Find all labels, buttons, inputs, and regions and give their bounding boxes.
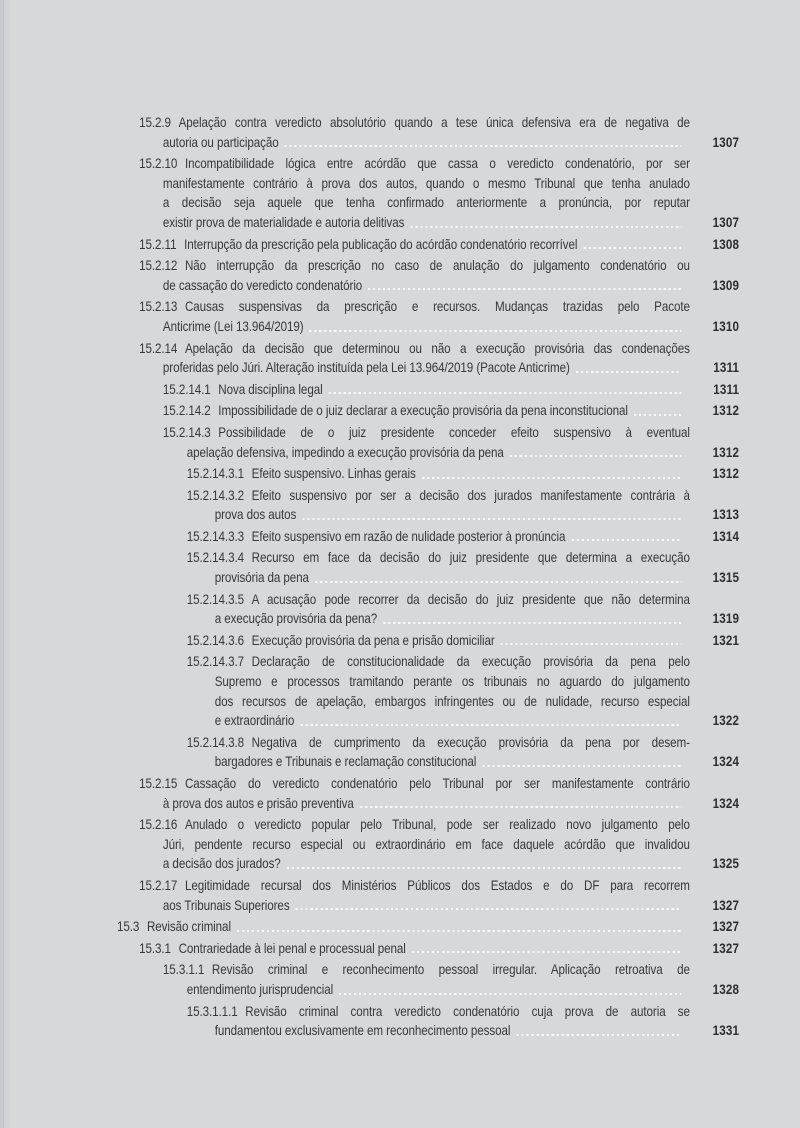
- toc-entry-number: 15.2.14.3.8: [186, 734, 244, 750]
- toc-entry-text: Execução provisória da pena e prisão domiciliar: [251, 632, 495, 648]
- toc-entry-page-number: 1308: [712, 236, 740, 252]
- toc-entry-line: [139, 339, 739, 359]
- toc-entry-page-number: 1331: [712, 1023, 740, 1039]
- toc-entry-text: de cassação do veredicto condenatório: [162, 277, 363, 293]
- toc-entry-line: [187, 527, 740, 547]
- toc-entry-15.2.14.2: [117, 401, 739, 421]
- toc-entry-text: bargadores e Tribunais e reclamação constitucional: [214, 754, 477, 770]
- toc-entry-number: 15.2.14.2: [162, 403, 211, 419]
- toc-entry-line: [139, 876, 739, 896]
- dot-leader: [285, 145, 682, 147]
- toc-entry-15.2.11: [117, 235, 739, 255]
- toc-entry-page-number: 1311: [713, 381, 740, 397]
- toc-entry-number: 15.3.1.1: [162, 962, 205, 978]
- toc-entry-number: 15.2.14.3.4: [186, 550, 244, 566]
- toc-list: [117, 113, 739, 1041]
- dot-leader: [360, 806, 682, 808]
- toc-entry-number: 15.2.12: [139, 258, 178, 274]
- toc-entry-text: Supremo e processos tramitando perante os tribunais no aguardo do julgamento: [214, 674, 690, 690]
- dot-leader: [315, 581, 681, 583]
- toc-entry-text: Nova disciplina legal: [218, 381, 323, 397]
- toc-entry-number: 15.2.14.3.1: [186, 466, 244, 482]
- toc-entry-15.2.9: [117, 113, 739, 152]
- toc-entry-text: Anulado o veredicto popular pelo Tribunal, pode ser realizado novo julgamento pelo: [184, 817, 690, 833]
- toc-entry-text: apelação defensiva, impedindo a execução provisória da pena: [186, 444, 504, 460]
- toc-entry-page-number: 1327: [712, 897, 740, 913]
- toc-entry-15.3.1.1.1: [117, 1002, 739, 1041]
- toc-entry-number: 15.3: [117, 919, 140, 935]
- toc-entry-15.2.17: [117, 876, 739, 915]
- toc-entry-15.2.14.3.1: [117, 464, 739, 484]
- toc-entry-page-number: 1327: [712, 919, 740, 935]
- toc-entry-15.2.16: [117, 815, 739, 874]
- toc-entry-line: [187, 486, 740, 506]
- toc-entry-number: 15.2.10: [139, 156, 178, 172]
- toc-entry-line: [187, 1021, 740, 1041]
- toc-entry-line: [187, 631, 740, 651]
- toc-entry-number: 15.2.14.3.5: [186, 591, 244, 607]
- toc-entry-page-number: 1324: [712, 754, 740, 770]
- toc-entry-text: a execução provisória da pena?: [214, 611, 378, 627]
- toc-entry-line: [187, 505, 740, 525]
- toc-entry-page-number: 1307: [712, 134, 740, 150]
- toc-entry-line: [187, 692, 740, 712]
- toc-entry-line: [187, 609, 740, 629]
- toc-entry-line: [187, 652, 740, 672]
- toc-entry-page-number: 1307: [712, 214, 740, 230]
- toc-entry-15.2.12: [117, 256, 739, 295]
- toc-entry-number: 15.3.1.1.1: [186, 1003, 238, 1019]
- toc-entry-text: Efeito suspensivo. Linhas gerais: [251, 466, 416, 482]
- toc-entry-number: 15.2.14.3.7: [186, 654, 244, 670]
- toc-entry-text: Júri, pendente recurso especial ou extraordinário em face daquele acórdão que invalidou: [162, 836, 690, 852]
- toc-entry-text: e extraordinário: [214, 713, 295, 729]
- toc-entry-text: Anticrime (Lei 13.964/2019): [162, 318, 304, 334]
- toc-entry-line: [139, 174, 739, 194]
- toc-entry-15.2.14.3.8: [117, 733, 739, 772]
- toc-entry-page-number: 1312: [712, 466, 740, 482]
- toc-entry-text: a decisão seja aquele que tenha confirmado anteriormente a pronúncia, por reputar: [162, 195, 690, 211]
- toc-entry-text: A acusação pode recorrer da decisão do juiz presidente que não determina: [251, 591, 690, 607]
- toc-entry-text: proferidas pelo Júri. Alteração instituída pela Lei 13.964/2019 (Pacote Anticrime): [162, 360, 570, 376]
- toc-entry-line: [139, 896, 739, 916]
- toc-entry-text: provisória da pena: [214, 570, 309, 586]
- dot-leader: [571, 539, 681, 541]
- toc-entry-line: [139, 276, 739, 296]
- toc-entry-15.3.1.1: [117, 960, 739, 999]
- toc-entry-number: 15.3.1: [139, 940, 171, 956]
- dot-leader: [510, 455, 682, 457]
- toc-entry-text: a decisão dos jurados?: [162, 856, 281, 872]
- dot-leader: [237, 930, 681, 932]
- toc-entry-15.2.14.1: [117, 380, 739, 400]
- toc-entry-number: 15.2.17: [139, 877, 178, 893]
- toc-entry-text: Impossibilidade de o juiz declarar a execução provisória da pena inconstitucional: [218, 403, 628, 419]
- toc-entry-15.2.14: [117, 339, 739, 378]
- toc-entry-text: Legitimidade recursal dos Ministérios Públicos dos Estados e do DF para recorrem: [184, 877, 690, 893]
- scan-left-edge: [0, 0, 11, 1128]
- dot-leader: [309, 330, 681, 332]
- toc-entry-15.2.13: [117, 297, 739, 336]
- toc-entry-15.2.14.3.3: [117, 527, 739, 547]
- toc-entry-number: 15.2.14: [139, 340, 178, 356]
- toc-entry-page-number: 1310: [712, 318, 740, 334]
- toc-entry-15.3: [117, 917, 739, 937]
- dot-leader: [368, 288, 681, 290]
- toc-entry-text: autoria ou participação: [162, 134, 279, 150]
- toc-entry-page-number: 1313: [712, 507, 740, 523]
- toc-entry-line: [187, 672, 740, 692]
- toc-entry-text: Causas suspensivas da prescrição e recursos. Mudanças trazidas pelo Pacote: [184, 299, 690, 315]
- toc-entry-text: existir prova de materialidade e autoria delitivas: [162, 214, 405, 230]
- toc-entry-15.2.14.3.7: [117, 652, 739, 730]
- toc-entry-page-number: 1321: [712, 632, 740, 648]
- toc-entry-text: Interrupção da prescrição pela publicação do acórdão condenatório recorrível: [184, 236, 578, 252]
- dot-leader: [339, 993, 681, 995]
- toc-entry-text: Contrariedade à lei penal e processual penal: [178, 940, 406, 956]
- toc-entry-15.2.14.3.4: [117, 548, 739, 587]
- toc-entry-line: [187, 548, 740, 568]
- toc-entry-number: 15.2.14.3.3: [186, 528, 244, 544]
- dot-leader: [634, 414, 682, 416]
- toc-entry-text: Apelação contra veredicto absolutório quando a tese única defensiva era de negativa de: [178, 115, 690, 130]
- toc-entry-number: 15.2.9: [139, 115, 171, 130]
- toc-entry-text: dos recursos de apelação, embargos infringentes ou de nulidade, recurso especial: [214, 693, 690, 709]
- toc-entry-line: [139, 794, 739, 814]
- toc-entry-line: [139, 835, 739, 855]
- toc-entry-page-number: 1327: [712, 940, 740, 956]
- dot-leader: [296, 908, 682, 910]
- toc-entry-line: [187, 733, 740, 753]
- toc-entry-15.3.1: [117, 939, 739, 959]
- dot-leader: [329, 392, 682, 394]
- toc-entry-text: Revisão criminal: [146, 919, 231, 935]
- toc-entry-line: [187, 568, 740, 588]
- toc-entry-number: 15.2.13: [139, 299, 178, 315]
- toc-entry-text: Apelação da decisão que determinou ou não a execução provisória das condenações: [184, 340, 690, 356]
- toc-entry-line: [139, 193, 739, 213]
- toc-entry-text: Efeito suspensivo em razão de nulidade posterior à pronúncia: [251, 528, 566, 544]
- toc-entry-line: [139, 317, 739, 337]
- dot-leader: [412, 951, 682, 953]
- dot-leader: [576, 371, 682, 373]
- toc-entry-line: [163, 960, 739, 980]
- toc-entry-line: [139, 854, 739, 874]
- toc-entry-number: 15.2.14.1: [162, 381, 211, 397]
- dot-leader: [583, 247, 681, 249]
- toc-entry-line: [139, 358, 739, 378]
- toc-entry-line: [139, 113, 739, 133]
- dot-leader: [287, 867, 682, 869]
- toc-entry-line: [163, 980, 739, 1000]
- toc-entry-line: [139, 235, 739, 255]
- toc-entry-text: Declaração de constitucionalidade da execução provisória da pena pelo: [251, 654, 690, 670]
- toc-entry-page-number: 1315: [712, 570, 740, 586]
- toc-entry-text: Cassação do veredicto condenatório pelo Tribunal por ser manifestamente contrário: [184, 776, 690, 791]
- toc-content: [117, 113, 739, 1043]
- toc-entry-number: 15.2.15: [139, 776, 178, 791]
- toc-entry-line: [163, 380, 739, 400]
- toc-entry-page-number: 1328: [712, 981, 740, 997]
- toc-entry-text: Incompatibilidade lógica entre acórdão que cassa o veredicto condenatório, por ser: [184, 156, 690, 172]
- toc-entry-15.2.15: [117, 774, 739, 813]
- toc-entry-text: Revisão criminal contra veredicto condenatório cuja prova de autoria se: [245, 1003, 690, 1019]
- toc-entry-line: [187, 711, 740, 731]
- toc-entry-15.2.10: [117, 154, 739, 232]
- toc-entry-page-number: 1314: [712, 528, 740, 544]
- toc-entry-text: entendimento jurisprudencial: [186, 981, 334, 997]
- toc-entry-text: Possibilidade de o juiz presidente conceder efeito suspensivo à eventual: [218, 424, 690, 440]
- toc-entry-line: [187, 752, 740, 772]
- scan-left-edge-line: [3, 0, 4, 1128]
- toc-entry-15.2.14.3.6: [117, 631, 739, 651]
- toc-entry-page-number: 1309: [712, 277, 740, 293]
- toc-entry-line: [163, 401, 739, 421]
- toc-entry-text: Não interrupção da prescrição no caso de anulação do julgamento condenatório ou: [184, 258, 690, 274]
- dot-leader: [300, 724, 681, 726]
- toc-entry-number: 15.2.16: [139, 817, 178, 833]
- toc-entry-text: Efeito suspensivo por ser a decisão dos jurados manifestamente contrária à: [251, 487, 690, 503]
- toc-entry-line: [139, 133, 739, 153]
- toc-entry-line: [139, 154, 739, 174]
- toc-entry-line: [117, 917, 739, 937]
- dot-leader: [422, 477, 682, 479]
- toc-entry-page-number: 1319: [712, 611, 740, 627]
- toc-entry-line: [163, 423, 739, 443]
- toc-entry-line: [187, 590, 740, 610]
- toc-entry-number: 15.2.14.3: [162, 424, 211, 440]
- toc-entry-text: prova dos autos: [214, 507, 297, 523]
- toc-entry-line: [139, 297, 739, 317]
- toc-entry-text: Revisão criminal e reconhecimento pessoal irregular. Aplicação retroativa de: [211, 962, 690, 978]
- toc-entry-15.2.14.3: [117, 423, 739, 462]
- toc-entry-text: Recurso em face da decisão do juiz presidente que determina a execução: [251, 550, 690, 566]
- toc-entry-line: [139, 939, 739, 959]
- toc-entry-line: [139, 213, 739, 233]
- toc-entry-text: Negativa de cumprimento da execução provisória da pena por desem-: [251, 734, 690, 750]
- toc-entry-number: 15.2.14.3.2: [186, 487, 244, 503]
- toc-entry-page-number: 1324: [712, 795, 740, 811]
- toc-entry-page-number: 1312: [712, 403, 740, 419]
- toc-entry-line: [139, 774, 739, 794]
- toc-entry-15.2.14.3.5: [117, 590, 739, 629]
- toc-entry-15.2.14.3.2: [117, 486, 739, 525]
- toc-entry-text: fundamentou exclusivamente em reconhecimento pessoal: [214, 1023, 511, 1039]
- toc-entry-line: [139, 256, 739, 276]
- dot-leader: [482, 765, 681, 767]
- toc-entry-page-number: 1322: [712, 713, 740, 729]
- toc-entry-text: à prova dos autos e prisão preventiva: [162, 795, 354, 811]
- toc-entry-number: 15.2.11: [139, 236, 177, 252]
- toc-entry-number: 15.2.14.3.6: [186, 632, 244, 648]
- dot-leader: [410, 226, 681, 228]
- dot-leader: [302, 518, 681, 520]
- dot-leader: [383, 622, 681, 624]
- toc-entry-page-number: 1325: [712, 856, 740, 872]
- toc-entry-line: [187, 464, 740, 484]
- dot-leader: [516, 1034, 681, 1036]
- toc-entry-text: manifestamente contrário à prova dos autos, quando o mesmo Tribunal que tenha anulado: [162, 175, 690, 191]
- toc-entry-page-number: 1311: [713, 360, 740, 376]
- toc-entry-text: aos Tribunais Superiores: [162, 897, 290, 913]
- toc-entry-page-number: 1312: [712, 444, 740, 460]
- dot-leader: [501, 643, 682, 645]
- toc-entry-line: [139, 815, 739, 835]
- toc-entry-line: [187, 1002, 740, 1022]
- toc-entry-line: [163, 443, 739, 463]
